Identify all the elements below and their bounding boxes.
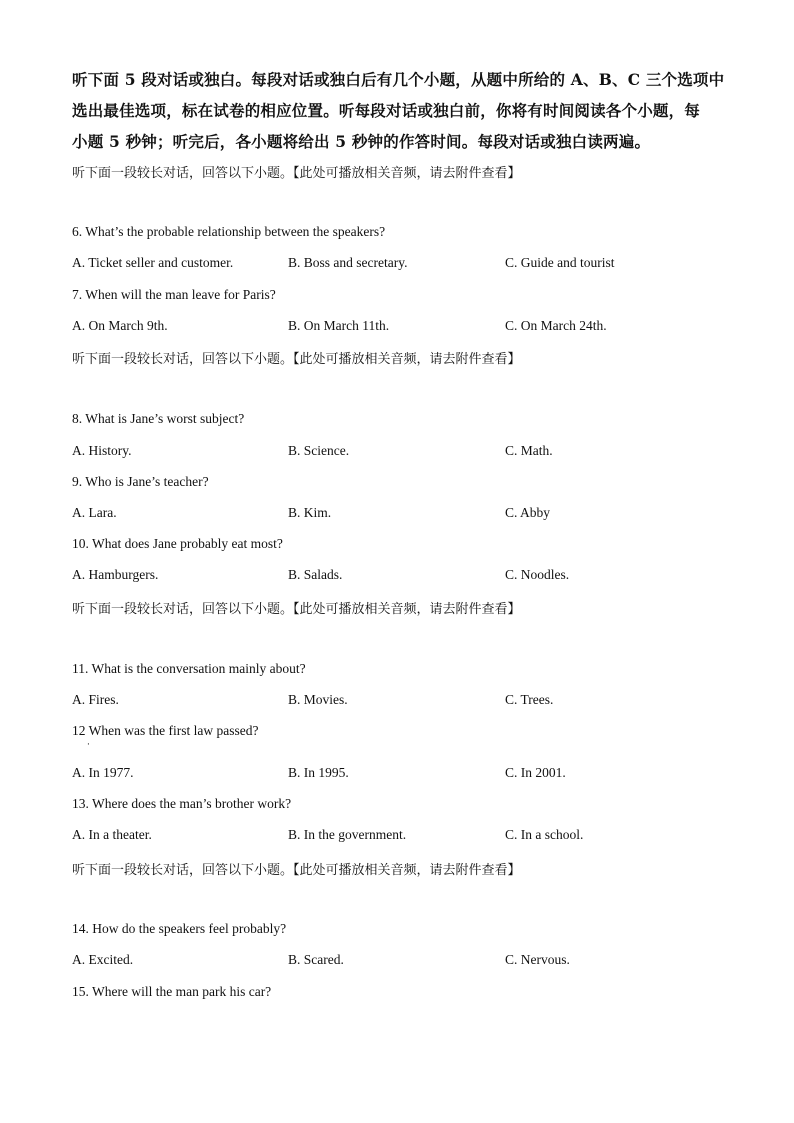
question-7: 7. When will the man leave for Paris?	[72, 287, 276, 302]
option-13-a: A. In a theater.	[72, 827, 152, 842]
options-13	[72, 827, 732, 845]
section-note-4: 听下面一段较长对话，回答以下小题。【此处可播放相关音频，请去附件查看】	[72, 863, 521, 878]
question-11: 11. What is the conversation mainly about?	[72, 661, 306, 676]
section-note-2: 听下面一段较长对话，回答以下小题。【此处可播放相关音频，请去附件查看】	[72, 352, 521, 367]
question-12: 12 When was the first law passed?	[72, 723, 259, 738]
options-6	[72, 255, 732, 273]
option-13-b: B. In the government.	[288, 827, 407, 842]
option-14-b: B. Scared.	[288, 952, 344, 967]
section-note-1: 听下面一段较长对话，回答以下小题。【此处可播放相关音频，请去附件查看】	[72, 166, 521, 181]
option-6-a: A. Ticket seller and customer.	[72, 255, 234, 270]
option-9-c: C. Abby	[505, 505, 551, 520]
option-7-c: C. On March 24th.	[505, 318, 607, 333]
option-12-a: A. In 1977.	[72, 765, 134, 780]
options-8	[72, 443, 732, 461]
question-8: 8. What is Jane’s worst subject?	[72, 411, 245, 426]
options-11	[72, 692, 732, 710]
option-13-c: C. In a school.	[505, 827, 584, 842]
option-11-a: A. Fires.	[72, 692, 119, 707]
option-12-c: C. In 2001.	[505, 765, 566, 780]
option-6-b: B. Boss and secretary.	[288, 255, 408, 270]
option-10-a: A. Hamburgers.	[72, 567, 159, 582]
question-10: 10. What does Jane probably eat most?	[72, 536, 283, 551]
section-note-3: 听下面一段较长对话，回答以下小题。【此处可播放相关音频，请去附件查看】	[72, 602, 521, 617]
instructions-line-3: 小题 5 秒钟；听完后，各小题将给出 5 秒钟的作答时间。每段对话或独白读两遍。	[72, 132, 651, 151]
question-15: 15. Where will the man park his car?	[72, 984, 272, 999]
option-10-c: C. Noodles.	[505, 567, 570, 582]
question-14: 14. How do the speakers feel probably?	[72, 921, 287, 936]
options-10	[72, 567, 732, 585]
option-12-b: B. In 1995.	[288, 765, 349, 780]
option-8-c: C. Math.	[505, 443, 553, 458]
option-8-a: A. History.	[72, 443, 132, 458]
question-12-dot: ·	[87, 740, 90, 750]
option-6-c: C. Guide and tourist	[505, 255, 615, 270]
option-11-b: B. Movies.	[288, 692, 348, 707]
question-13: 13. Where does the man’s brother work?	[72, 796, 292, 811]
option-8-b: B. Science.	[288, 443, 350, 458]
instructions-line-1: 听下面 5 段对话或独白。每段对话或独白后有几个小题，从题中所给的 A、B、C 三个选项中	[72, 70, 725, 89]
option-7-a: A. On March 9th.	[72, 318, 168, 333]
options-9	[72, 505, 732, 523]
question-9: 9. Who is Jane’s teacher?	[72, 474, 209, 489]
instructions-line-2: 选出最佳选项，标在试卷的相应位置。听每段对话或独白前，你将有时间阅读各个小题，每	[72, 101, 701, 120]
option-11-c: C. Trees.	[505, 692, 554, 707]
option-14-c: C. Nervous.	[505, 952, 570, 967]
options-7	[72, 318, 732, 336]
option-9-b: B. Kim.	[288, 505, 332, 520]
option-9-a: A. Lara.	[72, 505, 117, 520]
options-14	[72, 952, 732, 970]
question-6: 6. What’s the probable relationship between the speakers?	[72, 224, 386, 239]
options-12	[72, 765, 732, 783]
option-14-a: A. Excited.	[72, 952, 134, 967]
option-7-b: B. On March 11th.	[288, 318, 390, 333]
option-10-b: B. Salads.	[288, 567, 343, 582]
